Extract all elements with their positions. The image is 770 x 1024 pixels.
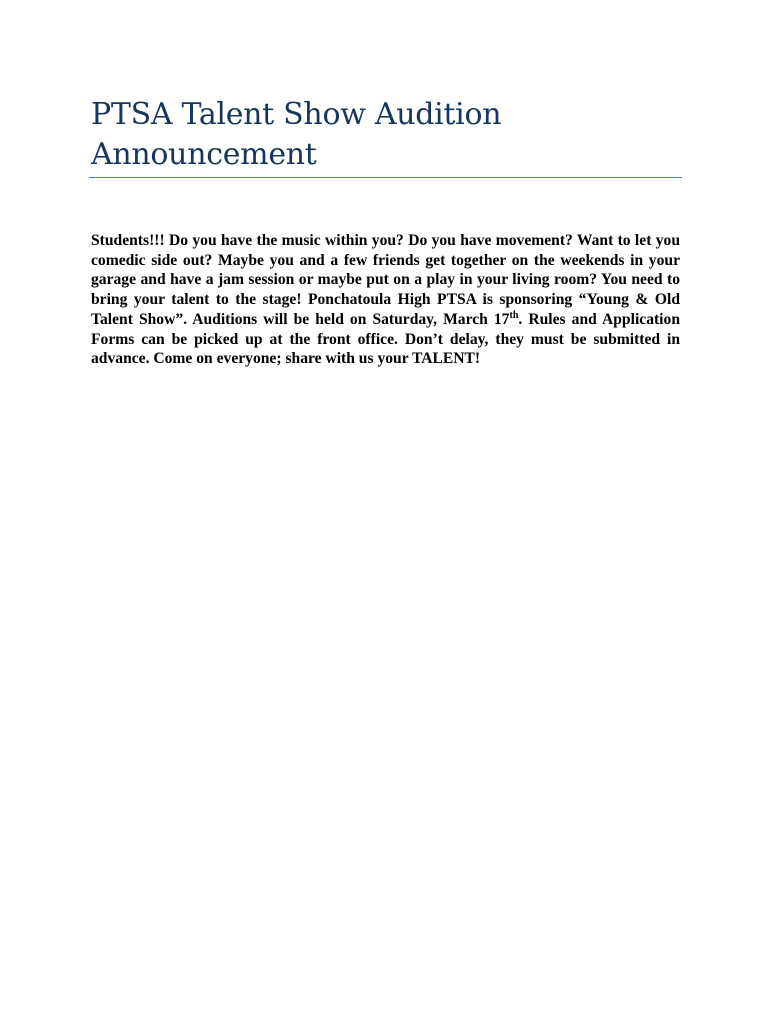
announcement-paragraph xyxy=(91,231,680,369)
page-title xyxy=(91,95,682,175)
title-divider xyxy=(89,177,682,178)
title-line-1: PTSA Talent Show Audition xyxy=(91,97,502,132)
paragraph-part-2: . Rules and Application Forms can be picked up at the front office. Don’t delay, they must be submitted in advance. Come on everyone; share with us your TALENT! xyxy=(91,310,680,368)
paragraph-part-1: Students!!! Do you have the music within you? Do you have movement? Want to let you comedic side out? Maybe you and a few friends get together on the weekends in your garage and have a jam session or maybe put on a play in your living room? You need to bring your talent to the stage! Ponchatoula High PTSA is sponsoring “Young & Old Talent Show”. Auditions will be held on Saturday, March 17 xyxy=(91,232,680,328)
ordinal-suffix: th xyxy=(509,309,519,321)
title-line-2: Announcement xyxy=(91,137,317,172)
title-text xyxy=(91,95,682,175)
